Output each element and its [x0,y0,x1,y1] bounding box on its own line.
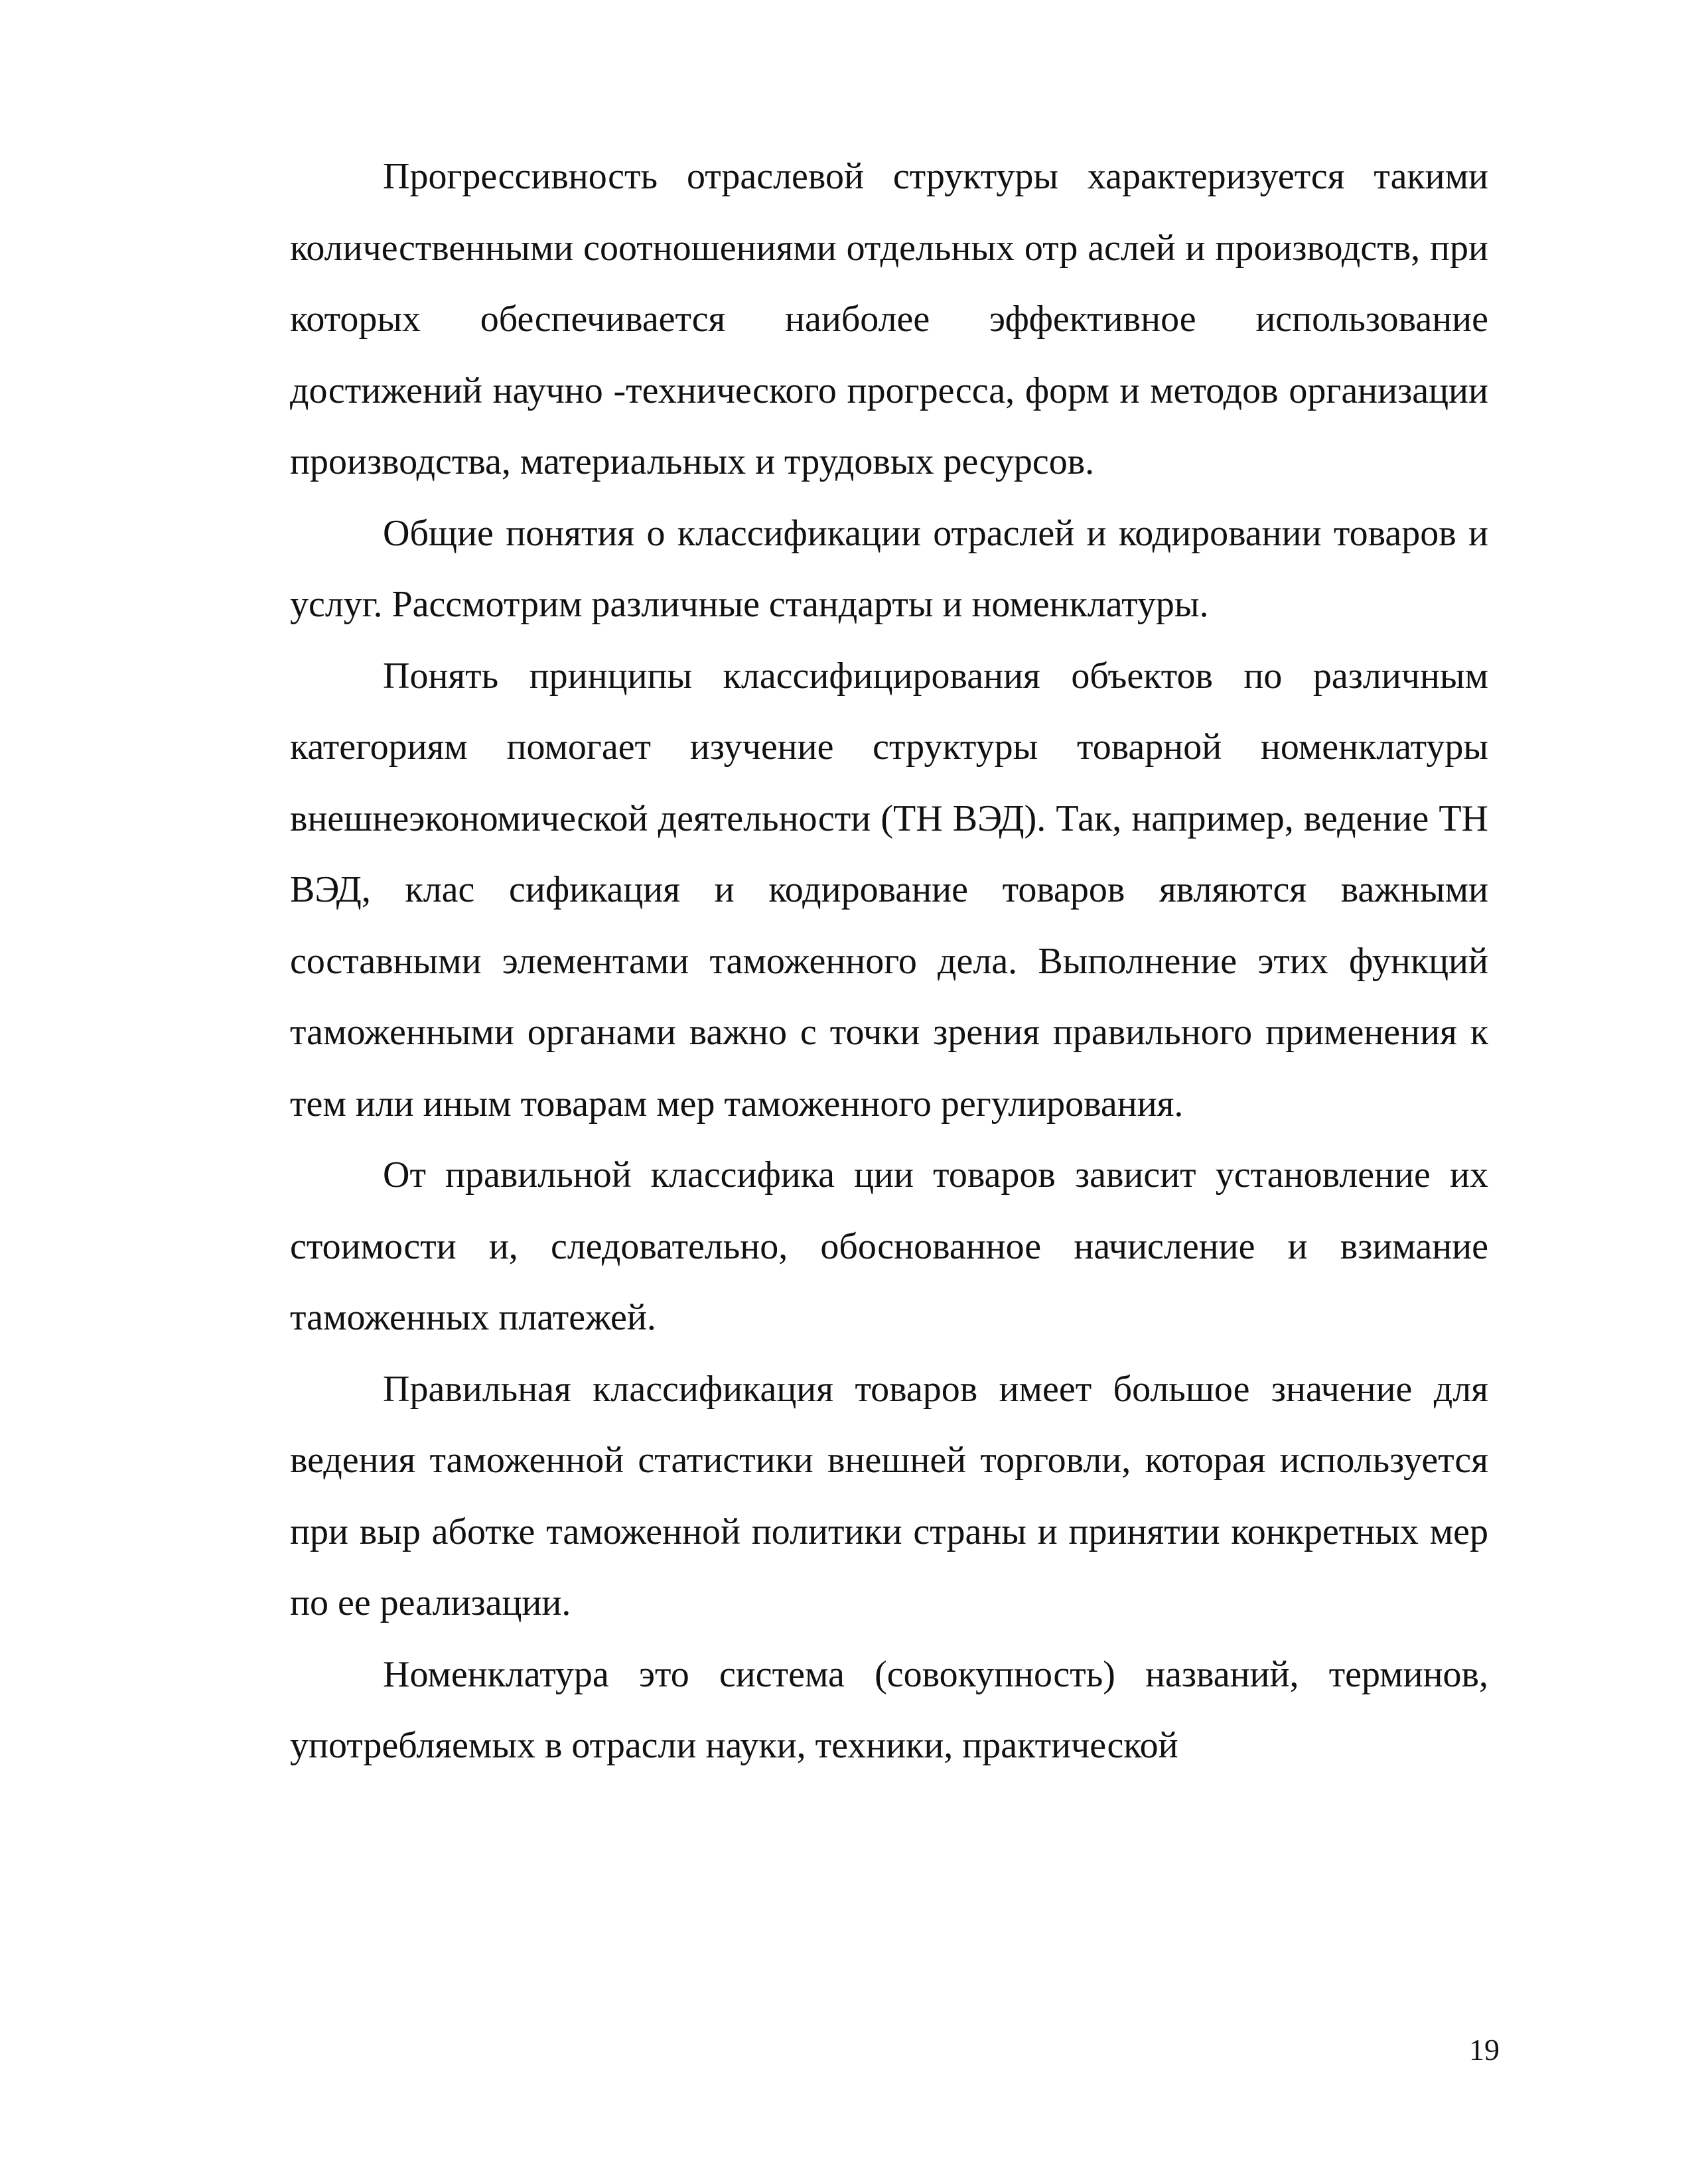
paragraph-nomenclature-definition: Номенклатура это система (совокупность) названий, терминов, употребляемых в отрасли науки, техники, практической [290,1653,1488,1766]
paragraph-classification-cost: От правильной классифика ции товаров зависит установление их стоимости и, следовательно, обоснованное начисление и взимание таможенных платежей. [290,1154,1488,1338]
page-number: 19 [1469,2033,1500,2067]
paragraph-structure-progressiveness: Прогрессивность отраслевой структуры характеризуется такими количественными соотношениями отдельных отр аслей и производств, при которых обеспечивается наиболее эффективное использование достижений научно -технического прогресса, форм и методов организации производства, материальных и трудовых ресурсов. [290,156,1488,482]
paragraph-customs-statistics: Правильная классификация товаров имеет большое значение для ведения таможенной статистики внешней торговли, которая используется при выр аботке таможенной политики страны и принятии конкретных мер по ее реализации. [290,1368,1488,1623]
paragraph-tn-ved: Понять принципы классифицирования объектов по различным категориям помогает изучение структуры товарной номенклатуры внешнеэкономической деятельности (ТН ВЭД). Так, например, ведение ТН ВЭД, клас сификация и кодирование товаров являются важными составными элементами таможенного дела. Выполнение этих функций таможенными органами важно с точки зрения правильного применения к тем или иным товарам мер таможенного регулирования. [290,655,1488,1125]
paragraph-classification-concepts: Общие понятия о классификации отраслей и кодировании товаров и услуг. Рассмотрим различные стандарты и номенклатуры. [290,512,1488,625]
body-text [290,141,1488,1782]
